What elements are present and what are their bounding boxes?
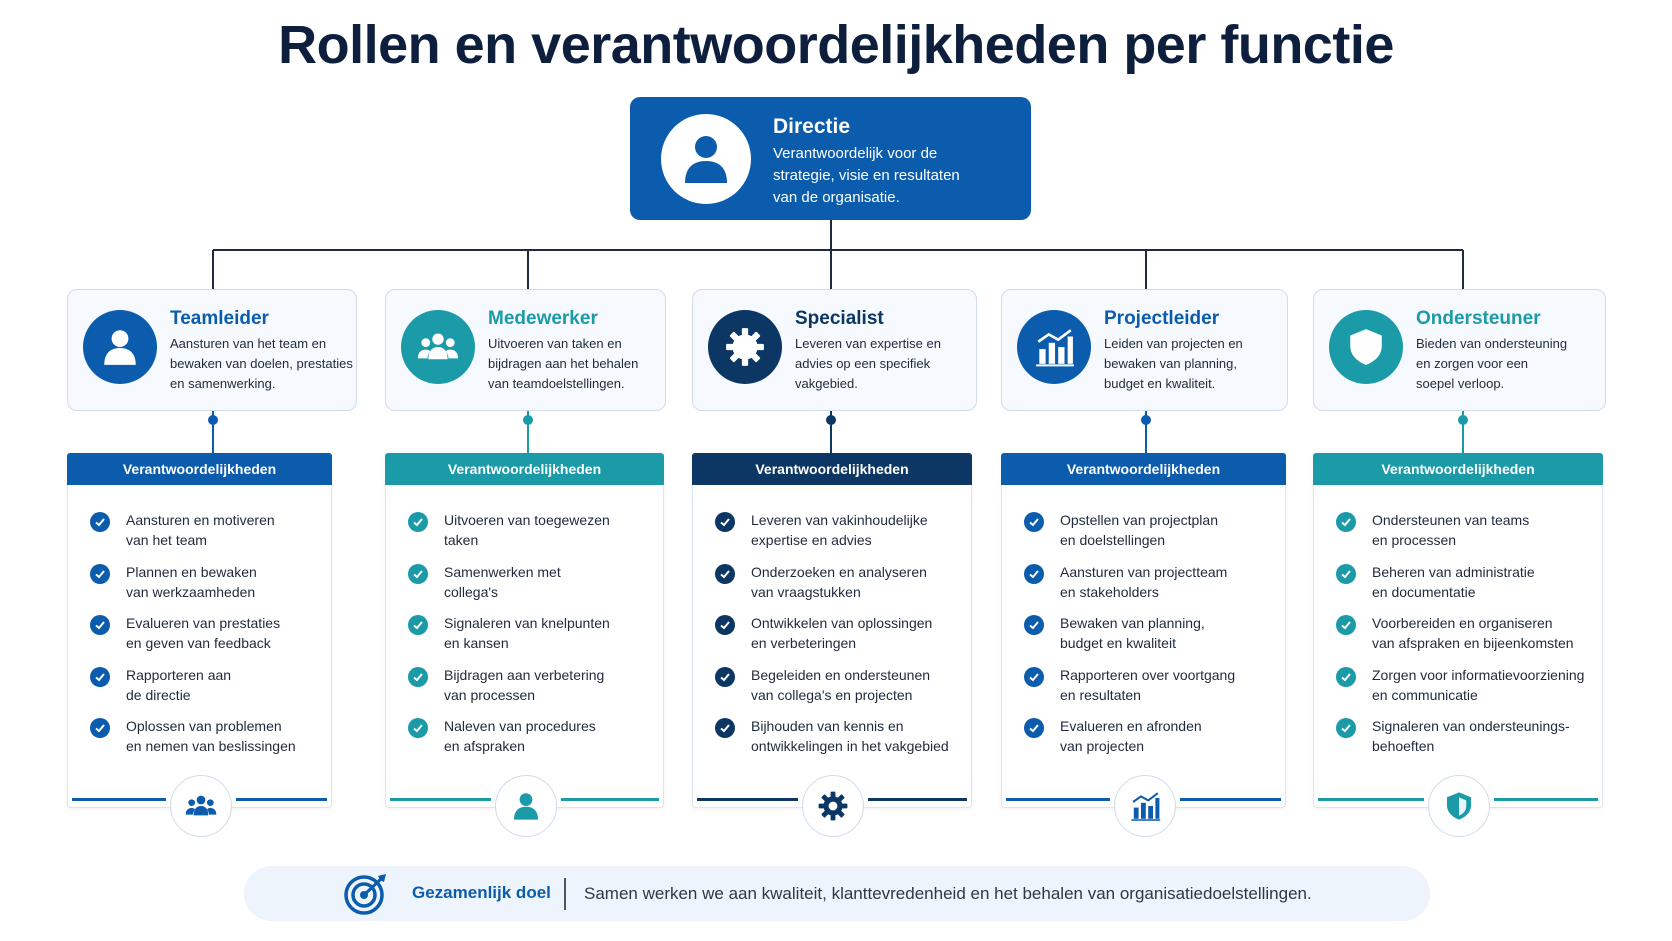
role-card-medewerker xyxy=(385,289,666,411)
responsibility-list xyxy=(408,510,655,768)
shield-icon xyxy=(1428,775,1490,837)
check-icon xyxy=(1336,512,1356,532)
check-icon xyxy=(1336,615,1356,635)
connector-dot xyxy=(1141,415,1151,425)
role-card-specialist xyxy=(692,289,977,411)
check-icon xyxy=(715,615,735,635)
responsibility-list xyxy=(90,510,323,768)
panel-header: Verantwoordelijkheden xyxy=(67,453,332,485)
check-icon xyxy=(1336,564,1356,584)
check-icon xyxy=(715,718,735,738)
role-card-ondersteuner xyxy=(1313,289,1606,411)
role-description: Uitvoeren van taken en bijdragen aan het behalen van teamdoelstellingen. xyxy=(488,336,639,391)
responsibility-item: Oplossen van problemen en nemen van beslissingen xyxy=(90,716,323,768)
check-icon xyxy=(408,512,428,532)
responsibility-item: Opstellen van projectplan en doelstellingen xyxy=(1024,510,1277,562)
check-icon xyxy=(715,667,735,687)
responsibility-item: Plannen en bewaken van werkzaamheden xyxy=(90,562,323,614)
responsibility-item: Aansturen en motiveren van het team xyxy=(90,510,323,562)
check-icon xyxy=(90,564,110,584)
panel-accent-line xyxy=(72,798,166,801)
role-title: Teamleider xyxy=(170,308,269,329)
responsibility-item: Begeleiden en ondersteunen van collega's en projecten xyxy=(715,665,963,717)
panel-header: Verantwoordelijkheden xyxy=(1313,453,1603,485)
responsibility-item: Aansturen van projectteam en stakeholders xyxy=(1024,562,1277,614)
responsibility-item: Ondersteunen van teams en processen xyxy=(1336,510,1594,562)
check-icon xyxy=(715,512,735,532)
responsibility-item: Beheren van administratie en documentatie xyxy=(1336,562,1594,614)
check-icon xyxy=(90,615,110,635)
responsibility-item: Evalueren en afronden van projecten xyxy=(1024,716,1277,768)
responsibility-item: Bijdragen aan verbetering van processen xyxy=(408,665,655,717)
group-icon xyxy=(170,775,232,837)
responsibility-item: Bijhouden van kennis en ontwikkelingen in het vakgebied xyxy=(715,716,963,768)
role-card-teamleider xyxy=(67,289,357,411)
check-icon xyxy=(1336,718,1356,738)
panel-header: Verantwoordelijkheden xyxy=(692,453,972,485)
person-icon xyxy=(661,114,751,204)
responsibility-item: Samenwerken met collega's xyxy=(408,562,655,614)
check-icon xyxy=(408,667,428,687)
group-icon xyxy=(401,310,475,384)
check-icon xyxy=(408,615,428,635)
check-icon xyxy=(408,718,428,738)
divider xyxy=(564,878,566,910)
shield-icon xyxy=(1329,310,1403,384)
gear-icon xyxy=(802,775,864,837)
check-icon xyxy=(90,718,110,738)
role-title: Ondersteuner xyxy=(1416,308,1541,329)
panel-accent-line xyxy=(868,798,967,801)
check-icon xyxy=(90,667,110,687)
responsibility-item: Bewaken van planning, budget en kwaliteit xyxy=(1024,613,1277,665)
responsibility-item: Ontwikkelen van oplossingen en verbeteringen xyxy=(715,613,963,665)
responsibility-item: Zorgen voor informatievoorziening en communicatie xyxy=(1336,665,1594,717)
responsibilities-panel-ondersteuner xyxy=(1313,453,1603,808)
panel-header: Verantwoordelijkheden xyxy=(1001,453,1286,485)
responsibilities-panel-projectleider xyxy=(1001,453,1286,808)
gear-icon xyxy=(708,310,782,384)
role-title: Medewerker xyxy=(488,308,598,329)
role-description: Leveren van expertise en advies op een specifiek vakgebied. xyxy=(795,336,941,391)
check-icon xyxy=(1024,564,1044,584)
role-description: Bieden van ondersteuning en zorgen voor een soepel verloop. xyxy=(1416,336,1568,391)
check-icon xyxy=(1024,718,1044,738)
person-icon xyxy=(495,775,557,837)
responsibilities-panel-specialist xyxy=(692,453,972,808)
role-description: Aansturen van het team en bewaken van doelen, prestaties en samenwerking. xyxy=(170,336,353,391)
connector-dot xyxy=(523,415,533,425)
responsibility-item: Onderzoeken en analyseren van vraagstukken xyxy=(715,562,963,614)
responsibility-item: Naleven van procedures en afspraken xyxy=(408,716,655,768)
responsibility-item: Voorbereiden en organiseren van afspraken en bijeenkomsten xyxy=(1336,613,1594,665)
responsibility-item: Evalueren van prestaties en geven van feedback xyxy=(90,613,323,665)
panel-accent-line xyxy=(1318,798,1424,801)
common-goal-text: Samen werken we aan kwaliteit, klanttevredenheid en het behalen van organisatiedoelstellingen. xyxy=(584,884,1312,903)
check-icon xyxy=(1024,667,1044,687)
page-title: Rollen en verantwoordelijkheden per functie xyxy=(278,15,1394,75)
panel-accent-line xyxy=(390,798,491,801)
role-description: Leiden van projecten en bewaken van planning, budget en kwaliteit. xyxy=(1104,336,1243,391)
responsibility-list xyxy=(715,510,963,768)
target-icon xyxy=(342,872,390,921)
responsibility-item: Signaleren van ondersteunings- behoeften xyxy=(1336,716,1594,768)
responsibilities-panel-medewerker xyxy=(385,453,664,808)
directie-title: Directie xyxy=(773,115,851,138)
responsibility-list xyxy=(1336,510,1594,768)
responsibility-item: Signaleren van knelpunten en kansen xyxy=(408,613,655,665)
check-icon xyxy=(1024,512,1044,532)
role-title: Projectleider xyxy=(1104,308,1220,329)
check-icon xyxy=(1336,667,1356,687)
directie-box xyxy=(630,97,1031,220)
responsibility-list xyxy=(1024,510,1277,768)
check-icon xyxy=(90,512,110,532)
connector-dot xyxy=(208,415,218,425)
responsibility-item: Leveren van vakinhoudelijke expertise en advies xyxy=(715,510,963,562)
check-icon xyxy=(1024,615,1044,635)
panel-header: Verantwoordelijkheden xyxy=(385,453,664,485)
chart-icon xyxy=(1017,310,1091,384)
responsibility-item: Rapporteren aan de directie xyxy=(90,665,323,717)
responsibilities-panel-teamleider xyxy=(67,453,332,808)
panel-accent-line xyxy=(236,798,328,801)
panel-accent-line xyxy=(1006,798,1110,801)
common-goal-label: Gezamenlijk doel xyxy=(412,883,551,902)
connector-dot xyxy=(826,415,836,425)
connector-dot xyxy=(1458,415,1468,425)
check-icon xyxy=(715,564,735,584)
panel-accent-line xyxy=(561,798,660,801)
check-icon xyxy=(408,564,428,584)
panel-accent-line xyxy=(697,798,798,801)
role-title: Specialist xyxy=(795,308,884,329)
responsibility-item: Rapporteren over voortgang en resultaten xyxy=(1024,665,1277,717)
person-icon xyxy=(83,310,157,384)
role-card-projectleider xyxy=(1001,289,1288,411)
responsibility-item: Uitvoeren van toegewezen taken xyxy=(408,510,655,562)
directie-description: Verantwoordelijk voor de strategie, visie en resultaten van de organisatie. xyxy=(773,145,960,206)
panel-accent-line xyxy=(1180,798,1282,801)
panel-accent-line xyxy=(1494,798,1598,801)
chart-icon xyxy=(1114,775,1176,837)
common-goal-banner xyxy=(244,866,1430,921)
